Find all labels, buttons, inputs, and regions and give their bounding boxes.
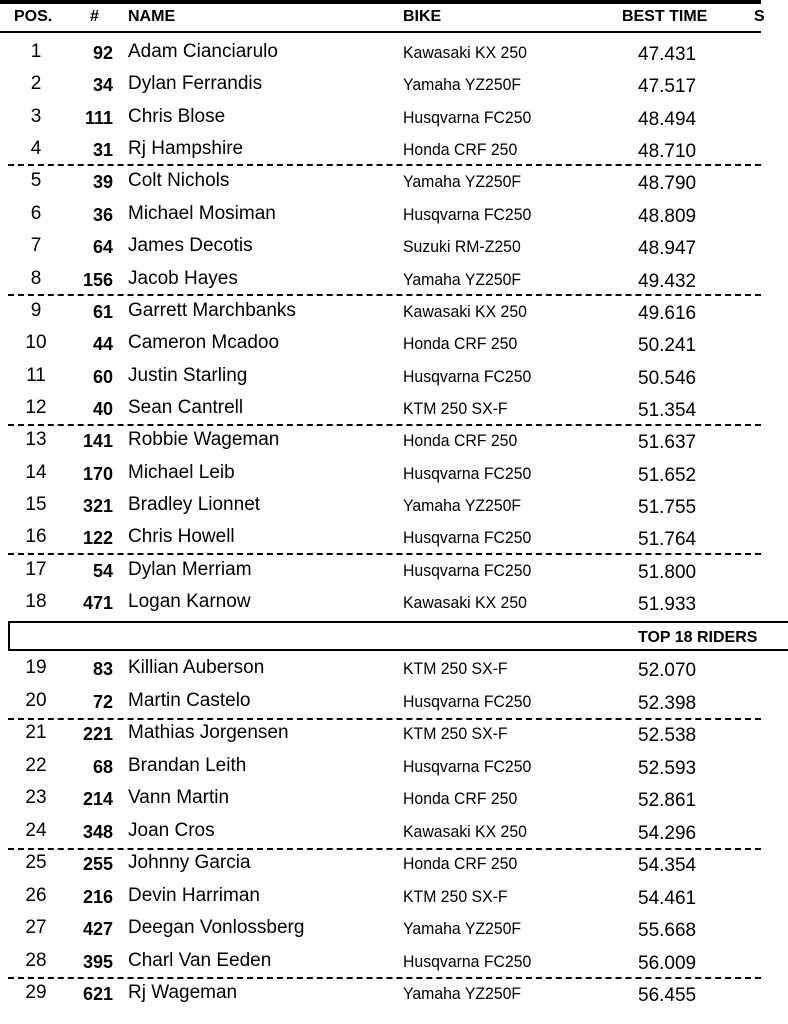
cell-num: 39 (92, 172, 113, 193)
top-rule (0, 0, 761, 4)
cell-pos: 21 (25, 722, 47, 743)
header-best-time: BEST TIME (622, 8, 708, 25)
cell-bike: KTM 250 SX-F (403, 398, 508, 418)
cell-time: 51.764 (638, 529, 697, 551)
cell-num: 427 (82, 919, 113, 939)
cell-time: 54.354 (638, 855, 697, 876)
table-row (0, 686, 761, 718)
cell-name: Logan Karnow (128, 591, 251, 612)
cell-time: 48.809 (638, 205, 697, 227)
cell-num: 111 (84, 107, 113, 128)
table-row (0, 102, 761, 134)
cell-name: Cameron Mcadoo (128, 332, 280, 354)
cell-num: 36 (92, 204, 113, 225)
cell-name: Dylan Ferrandis (128, 73, 263, 95)
cell-pos: 10 (25, 332, 47, 354)
cell-name: Brandan Leith (128, 754, 247, 776)
table-row (0, 199, 761, 231)
cell-num: 621 (82, 984, 113, 1004)
cell-pos: 13 (25, 429, 47, 451)
cell-time: 52.538 (638, 725, 697, 746)
table-row (0, 816, 761, 848)
cell-bike: Husqvarna FC250 (403, 204, 532, 224)
table-row (0, 264, 761, 296)
cell-bike: Honda CRF 250 (403, 334, 518, 354)
cell-time: 51.755 (638, 496, 697, 518)
cell-time: 48.494 (638, 108, 697, 130)
table-row (0, 718, 761, 750)
cell-name: Devin Harriman (128, 884, 260, 906)
cell-pos: 4 (30, 138, 42, 160)
cell-name: Jacob Hayes (128, 267, 238, 289)
cell-bike: Honda CRF 250 (403, 854, 518, 873)
cell-name: Martin Castelo (128, 689, 251, 711)
cell-name: Chris Howell (128, 526, 235, 548)
group-separator (8, 553, 761, 555)
cell-time: 54.461 (638, 887, 697, 909)
cell-num: 54 (92, 560, 113, 581)
cell-time: 55.668 (638, 920, 697, 941)
cell-num: 221 (82, 724, 113, 744)
cell-name: Rj Wageman (128, 982, 238, 1003)
cell-name: Adam Cianciarulo (128, 41, 278, 62)
cell-time: 51.354 (638, 399, 697, 421)
cell-bike: KTM 250 SX-F (403, 659, 508, 678)
cell-num: 216 (82, 886, 113, 907)
cell-time: 48.947 (638, 238, 697, 260)
cell-bike: Husqvarna FC250 (403, 107, 532, 127)
cell-pos: 17 (25, 558, 47, 580)
table-row (0, 978, 761, 1010)
cell-num: 141 (82, 431, 113, 452)
table-row (0, 555, 761, 587)
cell-bike: Suzuki RM-Z250 (403, 237, 521, 257)
cell-time: 48.710 (638, 141, 697, 163)
table-row (0, 751, 761, 783)
cell-name: Charl Van Eeden (128, 949, 272, 971)
table-row (0, 946, 761, 978)
table-row (0, 587, 761, 619)
header-pos: POS. (14, 8, 53, 25)
table-row (0, 522, 761, 554)
cell-pos: 8 (30, 267, 42, 289)
cell-pos: 18 (25, 591, 47, 612)
cell-pos: 25 (25, 852, 47, 873)
cell-pos: 20 (25, 689, 47, 711)
cell-name: Johnny Garcia (128, 852, 251, 873)
cell-pos: 14 (25, 461, 47, 483)
top-riders-divider (8, 621, 788, 651)
cell-num: 122 (82, 528, 113, 549)
cell-pos: 3 (30, 105, 42, 127)
cell-pos: 22 (25, 754, 47, 776)
cell-pos: 7 (30, 235, 42, 257)
table-row (0, 296, 761, 328)
cell-num: 170 (82, 463, 113, 484)
cell-time: 48.790 (638, 173, 697, 195)
cell-time: 49.616 (638, 302, 697, 324)
cell-bike: Husqvarna FC250 (403, 691, 532, 711)
cell-name: Colt Nichols (128, 170, 230, 192)
table-row (0, 328, 761, 360)
cell-time: 47.431 (638, 44, 697, 65)
cell-bike: Yamaha YZ250F (403, 75, 522, 95)
cell-time: 54.296 (638, 822, 697, 844)
cell-bike: Kawasaki KX 250 (403, 301, 527, 321)
cell-pos: 9 (30, 299, 42, 321)
cell-time: 51.637 (638, 432, 697, 454)
table-row (0, 37, 761, 69)
cell-num: 64 (92, 237, 113, 258)
cell-num: 68 (92, 756, 113, 777)
cell-time: 56.009 (638, 952, 697, 974)
table-row (0, 458, 761, 490)
cell-bike: Yamaha YZ250F (403, 172, 522, 192)
table-row (0, 653, 761, 685)
table-row (0, 490, 761, 522)
cell-time: 52.398 (638, 692, 697, 714)
cell-bike: Yamaha YZ250F (403, 495, 522, 515)
cell-time: 52.861 (638, 790, 697, 811)
cell-num: 348 (82, 821, 113, 842)
cell-name: Killian Auberson (128, 657, 265, 678)
cell-bike: Husqvarna FC250 (403, 756, 532, 776)
cell-num: 156 (82, 269, 113, 290)
cell-bike: Husqvarna FC250 (403, 560, 532, 580)
cell-pos: 12 (25, 396, 47, 418)
cell-pos: 6 (30, 202, 42, 224)
cell-name: Rj Hampshire (128, 138, 244, 160)
cell-name: Sean Cantrell (128, 396, 244, 418)
table-row (0, 69, 761, 101)
cell-pos: 5 (30, 170, 42, 192)
cell-bike: Honda CRF 250 (403, 431, 518, 451)
group-separator (8, 848, 761, 850)
cell-pos: 15 (25, 493, 47, 515)
cell-pos: 16 (25, 526, 47, 548)
cell-num: 61 (92, 301, 113, 322)
cell-time: 51.933 (638, 594, 697, 615)
group-separator (8, 977, 761, 979)
header-rule (0, 31, 761, 33)
cell-pos: 28 (25, 949, 47, 971)
table-row (0, 881, 761, 913)
cell-bike: Husqvarna FC250 (403, 951, 532, 971)
table-row (0, 393, 761, 425)
cell-bike: Yamaha YZ250F (403, 269, 522, 289)
cell-name: Mathias Jorgensen (128, 722, 289, 743)
cell-bike: Kawasaki KX 250 (403, 593, 527, 612)
cell-bike: Kawasaki KX 250 (403, 821, 527, 841)
cell-pos: 26 (25, 884, 47, 906)
cell-num: 44 (92, 334, 113, 355)
cell-bike: Honda CRF 250 (403, 140, 518, 160)
cell-name: Joan Cros (128, 819, 215, 841)
cell-num: 214 (82, 789, 113, 809)
table-row (0, 166, 761, 198)
cell-pos: 1 (30, 41, 42, 62)
cell-time: 50.241 (638, 335, 697, 357)
cell-bike: KTM 250 SX-F (403, 886, 508, 906)
cell-time: 56.455 (638, 985, 697, 1006)
group-separator (8, 294, 761, 296)
cell-name: Chris Blose (128, 105, 226, 127)
cell-pos: 29 (25, 982, 47, 1003)
table-row (0, 913, 761, 945)
header-name: NAME (128, 8, 176, 25)
table-row (0, 134, 761, 166)
top-riders-label: TOP 18 RIDERS (638, 629, 758, 646)
cell-time: 52.070 (638, 660, 697, 681)
cell-name: Deegan Vonlossberg (128, 917, 305, 938)
cell-time: 50.546 (638, 367, 697, 389)
cell-pos: 11 (26, 364, 46, 386)
cell-num: 471 (82, 593, 113, 613)
cell-bike: Husqvarna FC250 (403, 366, 532, 386)
cell-num: 34 (92, 75, 113, 96)
cell-num: 31 (92, 140, 113, 161)
cell-name: James Decotis (128, 235, 253, 257)
cell-num: 72 (92, 691, 113, 712)
cell-name: Michael Mosiman (128, 202, 276, 224)
table-row (0, 231, 761, 263)
cell-pos: 19 (25, 657, 47, 678)
cell-time: 51.652 (638, 464, 697, 486)
header-extra: S (754, 8, 765, 25)
cell-name: Dylan Merriam (128, 558, 252, 580)
group-separator (8, 424, 761, 426)
header-bike: BIKE (403, 8, 442, 25)
cell-num: 92 (92, 43, 113, 63)
cell-num: 83 (92, 659, 113, 679)
group-separator (8, 164, 761, 166)
cell-num: 40 (92, 398, 113, 419)
cell-time: 52.593 (638, 757, 697, 779)
cell-bike: Yamaha YZ250F (403, 984, 522, 1003)
cell-num: 321 (82, 495, 113, 516)
cell-bike: Kawasaki KX 250 (403, 43, 527, 62)
cell-name: Justin Starling (128, 364, 248, 386)
cell-bike: Honda CRF 250 (403, 789, 518, 808)
table-row (0, 848, 761, 880)
cell-time: 51.800 (638, 561, 697, 583)
cell-name: Robbie Wageman (128, 429, 280, 451)
table-row (0, 783, 761, 815)
cell-pos: 2 (30, 73, 42, 95)
header-number: # (90, 8, 99, 25)
cell-pos: 24 (25, 819, 47, 841)
cell-name: Michael Leib (128, 461, 235, 483)
cell-bike: Yamaha YZ250F (403, 919, 522, 938)
table-row (0, 425, 761, 457)
cell-time: 47.517 (638, 76, 697, 98)
table-row (0, 361, 761, 393)
cell-bike: Husqvarna FC250 (403, 528, 532, 548)
cell-pos: 23 (25, 787, 47, 808)
cell-pos: 27 (25, 917, 47, 938)
cell-num: 60 (92, 366, 113, 387)
group-separator (8, 718, 761, 720)
cell-name: Garrett Marchbanks (128, 299, 296, 321)
cell-num: 395 (82, 951, 113, 972)
cell-time: 49.432 (638, 270, 697, 292)
cell-bike: Husqvarna FC250 (403, 463, 532, 483)
cell-num: 255 (82, 854, 113, 874)
cell-bike: KTM 250 SX-F (403, 724, 508, 743)
cell-name: Vann Martin (128, 787, 230, 808)
cell-name: Bradley Lionnet (128, 493, 261, 515)
